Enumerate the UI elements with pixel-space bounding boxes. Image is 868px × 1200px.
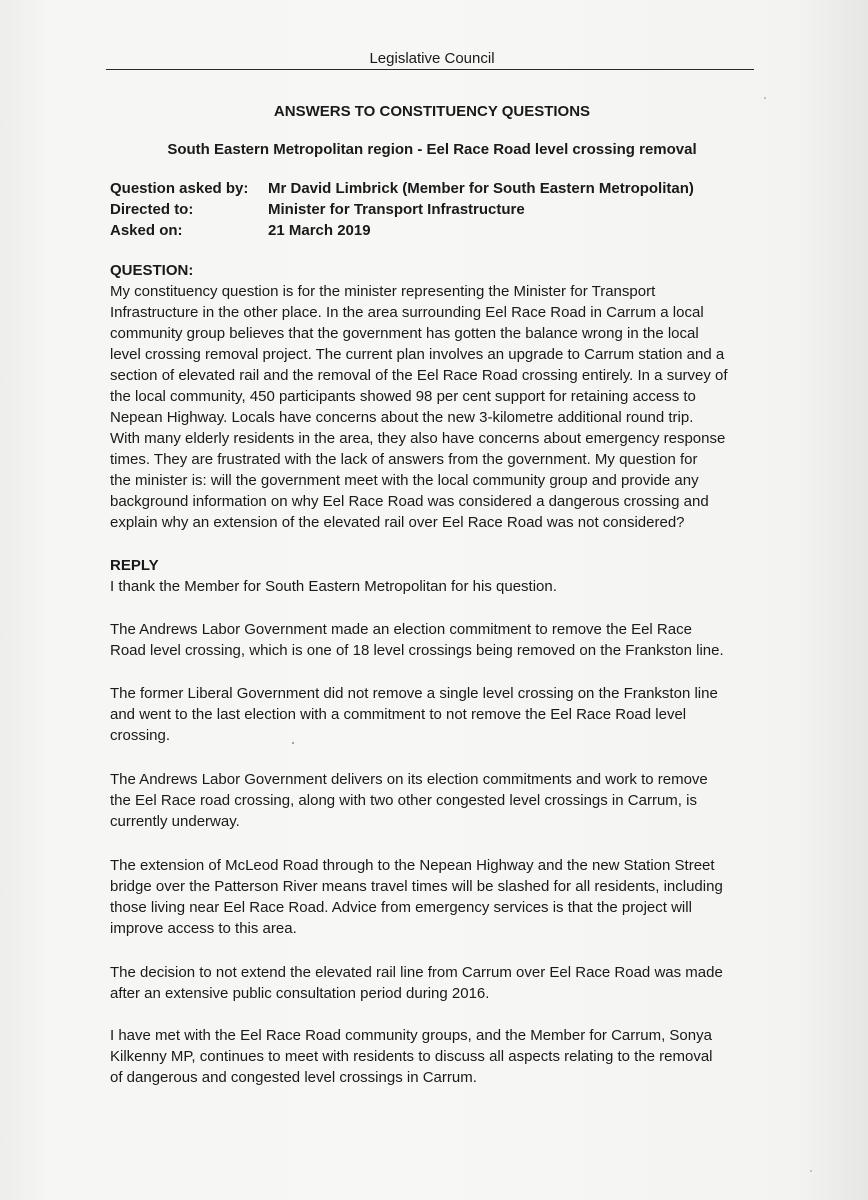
reply-paragraph <box>110 619 750 661</box>
reply-line: those living near Eel Race Road. Advice from emergency services is that the project will <box>110 899 692 916</box>
question-line: level crossing removal project. The current plan involves an upgrade to Carrum station and a <box>110 346 725 363</box>
reply-paragraph <box>110 962 750 1004</box>
reply-line: The Andrews Labor Government delivers on its election commitments and work to remove <box>110 771 708 788</box>
meta-value: Minister for Transport Infrastructure <box>268 201 525 218</box>
question-line: My constituency question is for the minister representing the Minister for Transport <box>110 283 656 300</box>
paper-speck <box>292 742 294 744</box>
page-header: Legislative Council <box>369 50 495 67</box>
meta-value: 21 March 2019 <box>268 222 371 239</box>
reply-heading: REPLY <box>110 557 159 574</box>
reply-line: of dangerous and congested level crossings in Carrum. <box>110 1069 477 1086</box>
question-text <box>110 281 750 533</box>
reply-paragraph <box>110 855 750 939</box>
question-line: community group believes that the government has gotten the balance wrong in the local <box>110 325 699 342</box>
meta-row-directed-to <box>110 199 760 220</box>
reply-line: bridge over the Patterson River means travel times will be slashed for all residents, including <box>110 878 723 895</box>
question-line: Infrastructure in the other place. In the area surrounding Eel Race Road in Carrum a local <box>110 304 704 321</box>
reply-paragraph <box>110 576 750 597</box>
question-metadata <box>110 178 760 241</box>
reply-line: The extension of McLeod Road through to the Nepean Highway and the new Station Street <box>110 857 715 874</box>
reply-paragraph <box>110 683 750 746</box>
reply-line: The Andrews Labor Government made an election commitment to remove the Eel Race <box>110 621 692 638</box>
question-line: section of elevated rail and the removal of the Eel Race Road crossing entirely. In a survey of <box>110 367 728 384</box>
reply-line: Road level crossing, which is one of 18 level crossings being removed on the Frankston line. <box>110 642 724 659</box>
question-line: Nepean Highway. Locals have concerns about the new 3-kilometre additional round trip. <box>110 409 694 426</box>
meta-label: Directed to: <box>110 201 194 218</box>
meta-label: Asked on: <box>110 222 183 239</box>
question-line: the local community, 450 participants showed 98 per cent support for retaining access to <box>110 388 696 405</box>
reply-line: crossing. <box>110 727 171 744</box>
question-line: explain why an extension of the elevated rail over Eel Race Road was not considered? <box>110 514 685 531</box>
meta-row-asked-on <box>110 220 760 241</box>
meta-label: Question asked by: <box>110 180 249 197</box>
reply-line: I thank the Member for South Eastern Metropolitan for his question. <box>110 578 557 595</box>
paper-speck <box>764 97 766 99</box>
question-line: the minister is: will the government meet with the local community group and provide any <box>110 472 699 489</box>
reply-line: and went to the last election with a commitment to not remove the Eel Race Road level <box>110 706 687 723</box>
document-subtitle: South Eastern Metropolitan region - Eel Race Road level crossing removal <box>167 141 697 158</box>
question-heading: QUESTION: <box>110 262 194 279</box>
question-line: background information on why Eel Race Road was considered a dangerous crossing and <box>110 493 709 510</box>
question-line: times. They are frustrated with the lack of answers from the government. My question for <box>110 451 698 468</box>
question-line: With many elderly residents in the area, they also have concerns about emergency response <box>110 430 726 447</box>
reply-paragraph <box>110 769 750 832</box>
meta-row-asked-by <box>110 178 760 199</box>
document-title: ANSWERS TO CONSTITUENCY QUESTIONS <box>273 103 591 120</box>
reply-line: Kilkenny MP, continues to meet with residents to discuss all aspects relating to the removal <box>110 1048 713 1065</box>
reply-line: currently underway. <box>110 813 240 830</box>
reply-line: The decision to not extend the elevated rail line from Carrum over Eel Race Road was made <box>110 964 723 981</box>
paper-speck <box>810 1170 812 1172</box>
reply-line: The former Liberal Government did not remove a single level crossing on the Frankston line <box>110 685 718 702</box>
reply-line: I have met with the Eel Race Road community groups, and the Member for Carrum, Sonya <box>110 1027 712 1044</box>
meta-value: Mr David Limbrick (Member for South Eastern Metropolitan) <box>268 180 694 197</box>
reply-line: the Eel Race road crossing, along with two other congested level crossings in Carrum, is <box>110 792 697 809</box>
reply-line: improve access to this area. <box>110 920 297 937</box>
reply-paragraph <box>110 1025 750 1088</box>
header-rule <box>106 69 754 70</box>
reply-line: after an extensive public consultation period during 2016. <box>110 985 490 1002</box>
